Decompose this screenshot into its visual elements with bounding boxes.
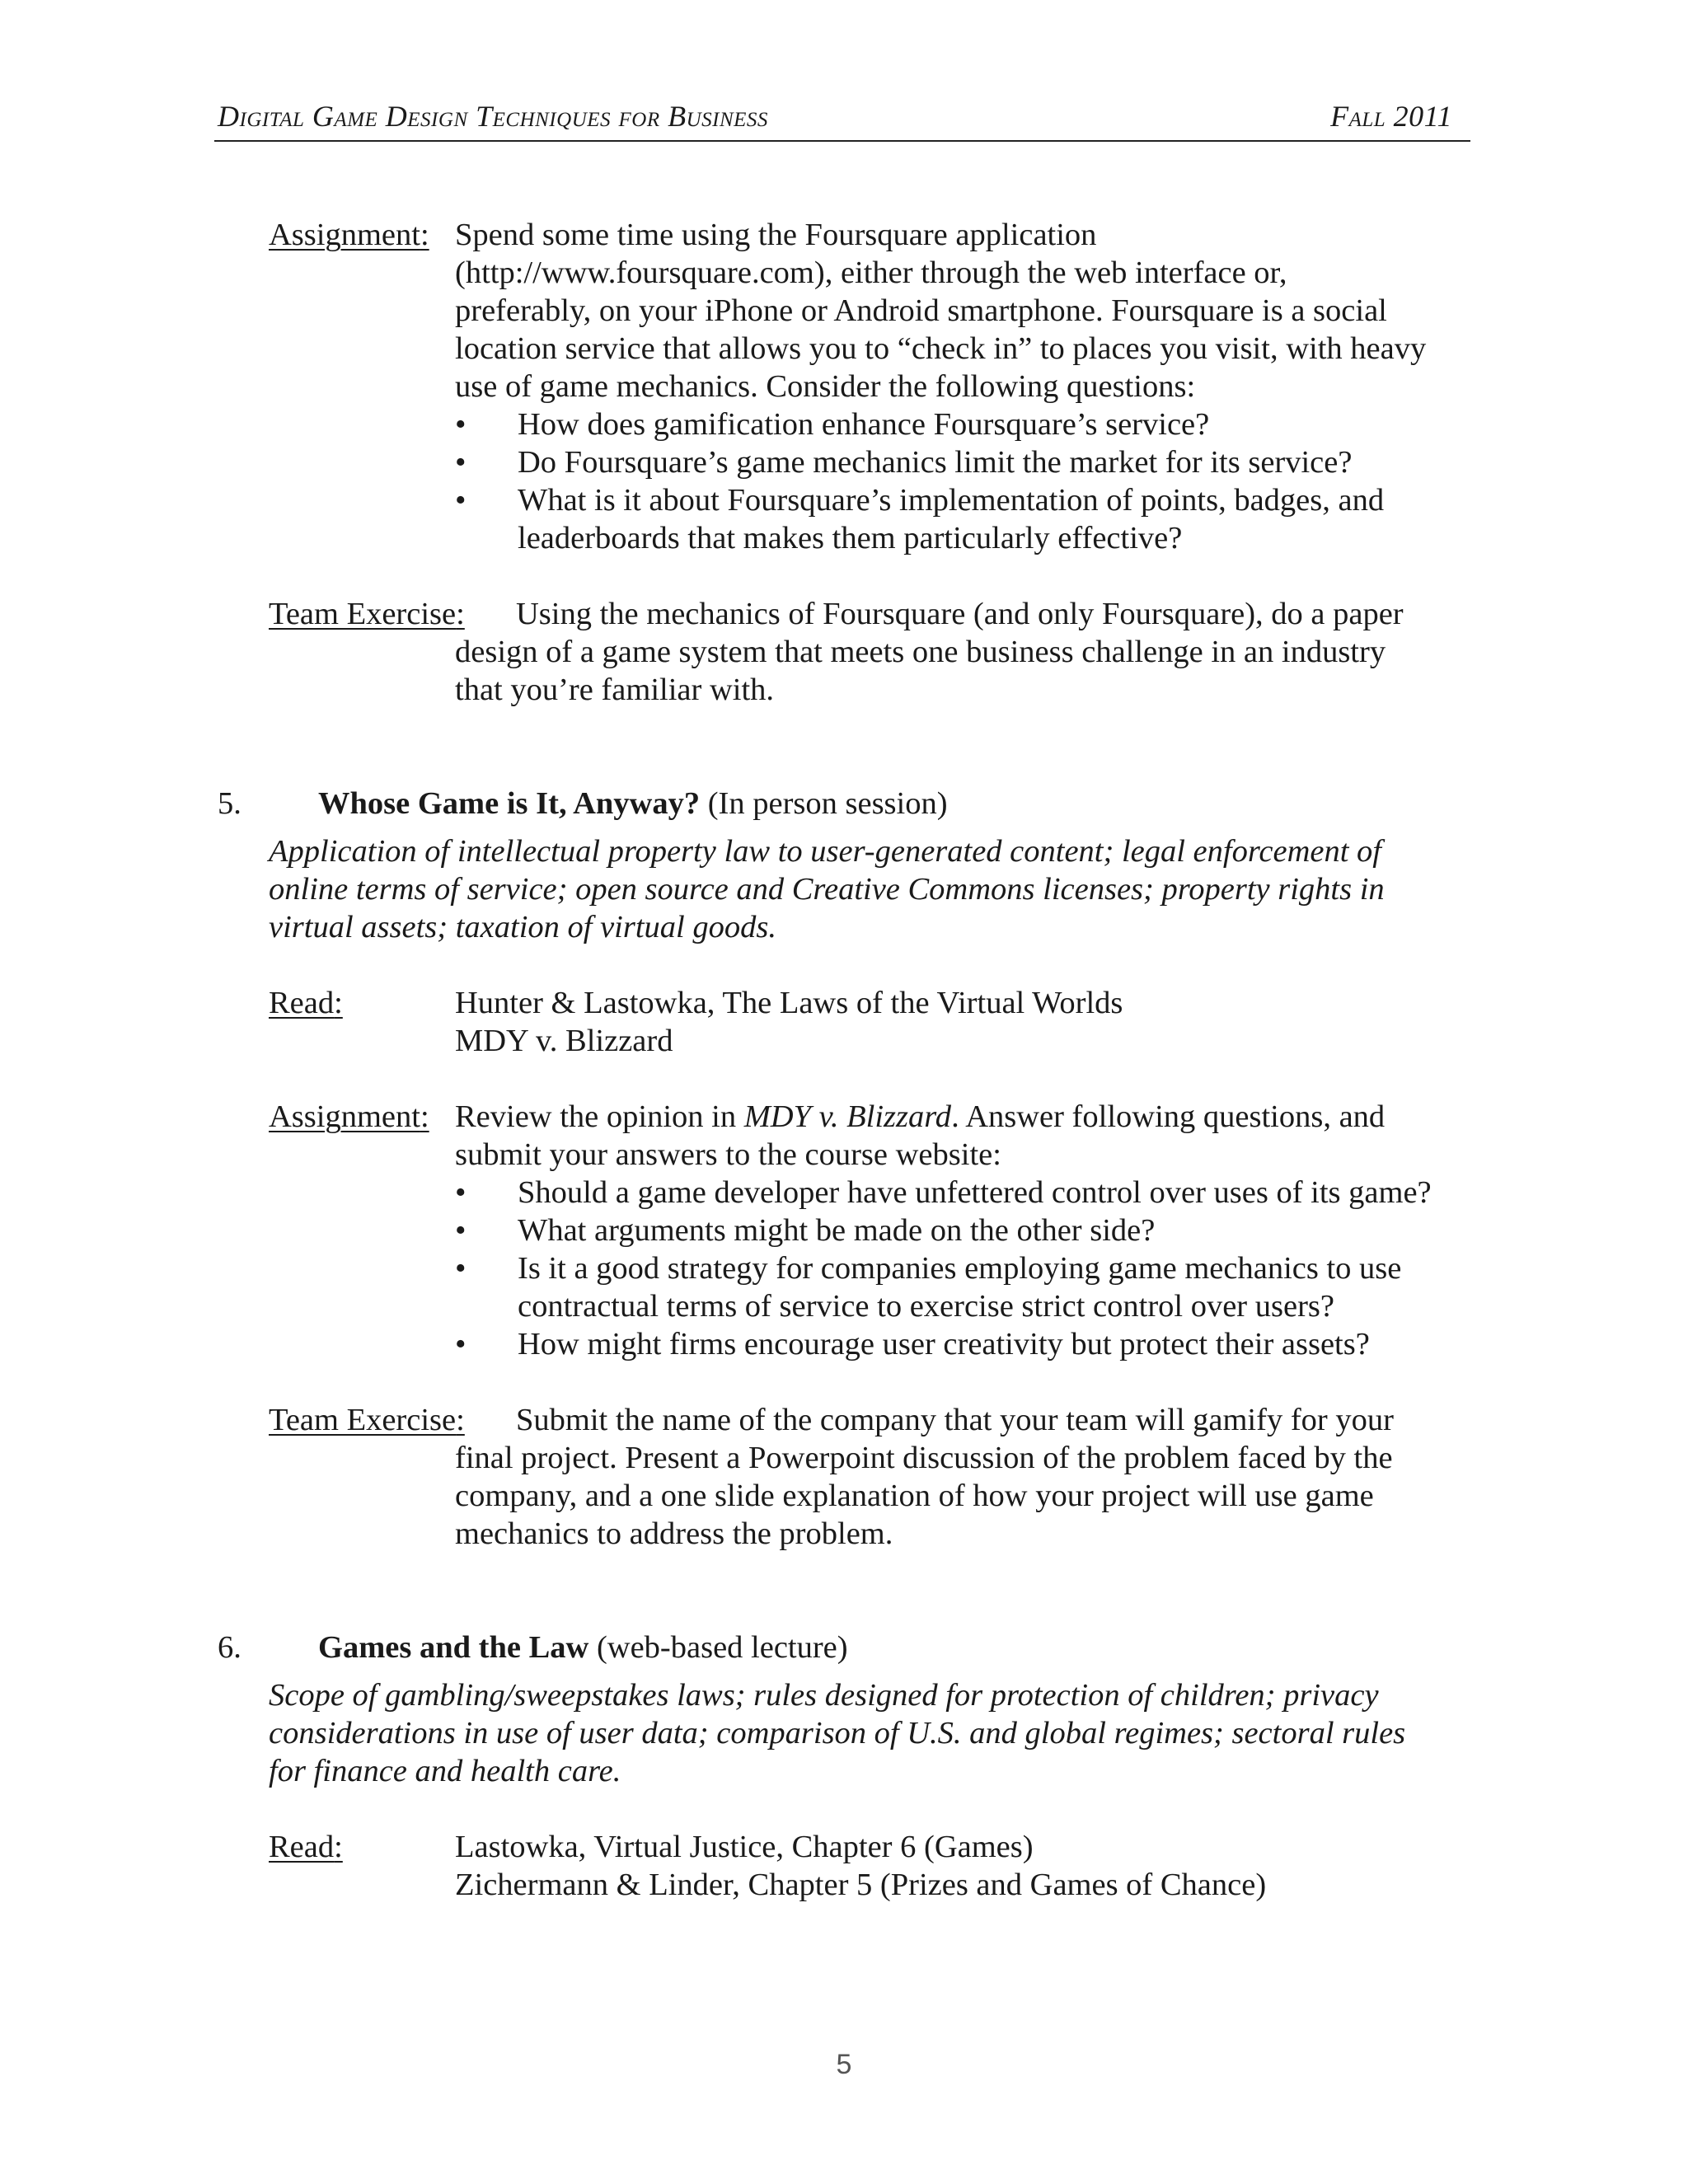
team-exercise-first-line: Using the mechanics of Foursquare (and only Foursquare), do a paper (516, 597, 1404, 631)
team-exercise-label: Team Exercise: (269, 597, 465, 631)
bullet-icon: • (455, 407, 467, 442)
bullet-icon: • (455, 1175, 467, 1210)
team-exercise-text: final project. Present a Powerpoint discussion of the problem faced by the company, and a one slide explanation of how your project will use game mechanics to address the problem. (455, 1441, 1393, 1551)
reading-item: Zichermann & Linder, Chapter 5 (Prizes and Games of Chance) (455, 1868, 1267, 1902)
list-item: • Is it a good strategy for companies employing game mechanics to use contractual terms of service to exercise strict control over users? (455, 1251, 1402, 1324)
read-label: Read: (269, 986, 343, 1020)
bullet-icon: • (455, 1327, 467, 1361)
reading-item: MDY v. Blizzard (455, 1024, 673, 1058)
read-list (455, 984, 1477, 1060)
running-header (214, 97, 1470, 142)
course-title: Digital Game Design Techniques for Business (218, 100, 768, 133)
section-number: 5. (218, 786, 241, 821)
read-list (455, 1828, 1477, 1904)
bullet-icon: • (455, 483, 467, 518)
section-description: Application of intellectual property law to user-generated content; legal enforcement of online terms of service; open source and Creative Commons licenses; property rights in virtual assets; taxation of virtual goods. (269, 834, 1385, 944)
list-item: • What arguments might be made on the other side? (455, 1213, 1156, 1248)
list-item: • What is it about Foursquare’s implementation of points, badges, and leaderboards that makes them particularly effective? (455, 483, 1385, 555)
assignment-label: Assignment: (269, 218, 429, 252)
list-item: • Should a game developer have unfettered control over uses of its game? (455, 1175, 1432, 1210)
section-title: Whose Game is It, Anyway? (In person session) (318, 786, 948, 821)
team-exercise-label: Team Exercise: (269, 1403, 465, 1437)
read-label: Read: (269, 1830, 343, 1864)
reading-item: Hunter & Lastowka, The Laws of the Virtual Worlds (455, 986, 1123, 1020)
term: Fall 2011 (1330, 100, 1452, 133)
assignment-questions (455, 1174, 1477, 1363)
assignment-text: Spend some time using the Foursquare application (http://www.foursquare.com), either through the web interface or, preferably, on your iPhone or Android smartphone. Foursquare is a social location service that allows you to “check in” to places you visit, with heavy use of game mechanics. Consider the following questions: • How does gamification enhance Foursquare’s service? • Do Foursquare’s game mechanics limit the market for its service? • What is it about Foursquare’s implementation of points, badges, and leaderboards that makes them particularly effective? (455, 216, 1477, 557)
bullet-icon: • (455, 1213, 467, 1248)
list-item: • How might firms encourage user creativity but protect their assets? (455, 1327, 1370, 1361)
assignment-label: Assignment: (269, 1099, 429, 1134)
assignment-questions (455, 405, 1477, 557)
list-item: • Do Foursquare’s game mechanics limit the market for its service? (455, 445, 1353, 480)
page-number: 5 (836, 2049, 852, 2080)
bullet-icon: • (455, 1251, 467, 1286)
section-description: Scope of gambling/sweepstakes laws; rules designed for protection of children; privacy considerations in use of user data; comparison of U.S. and global regimes; sectoral rules for finance and health care. (269, 1678, 1406, 1788)
reading-item: Lastowka, Virtual Justice, Chapter 6 (Games) (455, 1830, 1034, 1864)
assignment-text: Review the opinion in MDY v. Blizzard. Answer following questions, and submit your answers to the course website: • Should a game developer have unfettered control over uses of its game? • What arguments might be made on the other side? • Is it a good strategy for companies employing game mechanics to use contractual terms of service to exercise strict control over users? • How might firms encourage user creativity but protect their assets? (455, 1098, 1477, 1363)
list-item: • How does gamification enhance Foursquare’s service? (455, 407, 1210, 442)
team-exercise-first-line: Submit the name of the company that your team will gamify for your (516, 1403, 1394, 1437)
team-exercise-text: design of a game system that meets one business challenge in an industry that you’re familiar with. (455, 635, 1386, 707)
section-number: 6. (218, 1630, 241, 1665)
section-title: Games and the Law (web-based lecture) (318, 1630, 848, 1665)
bullet-icon: • (455, 445, 467, 480)
